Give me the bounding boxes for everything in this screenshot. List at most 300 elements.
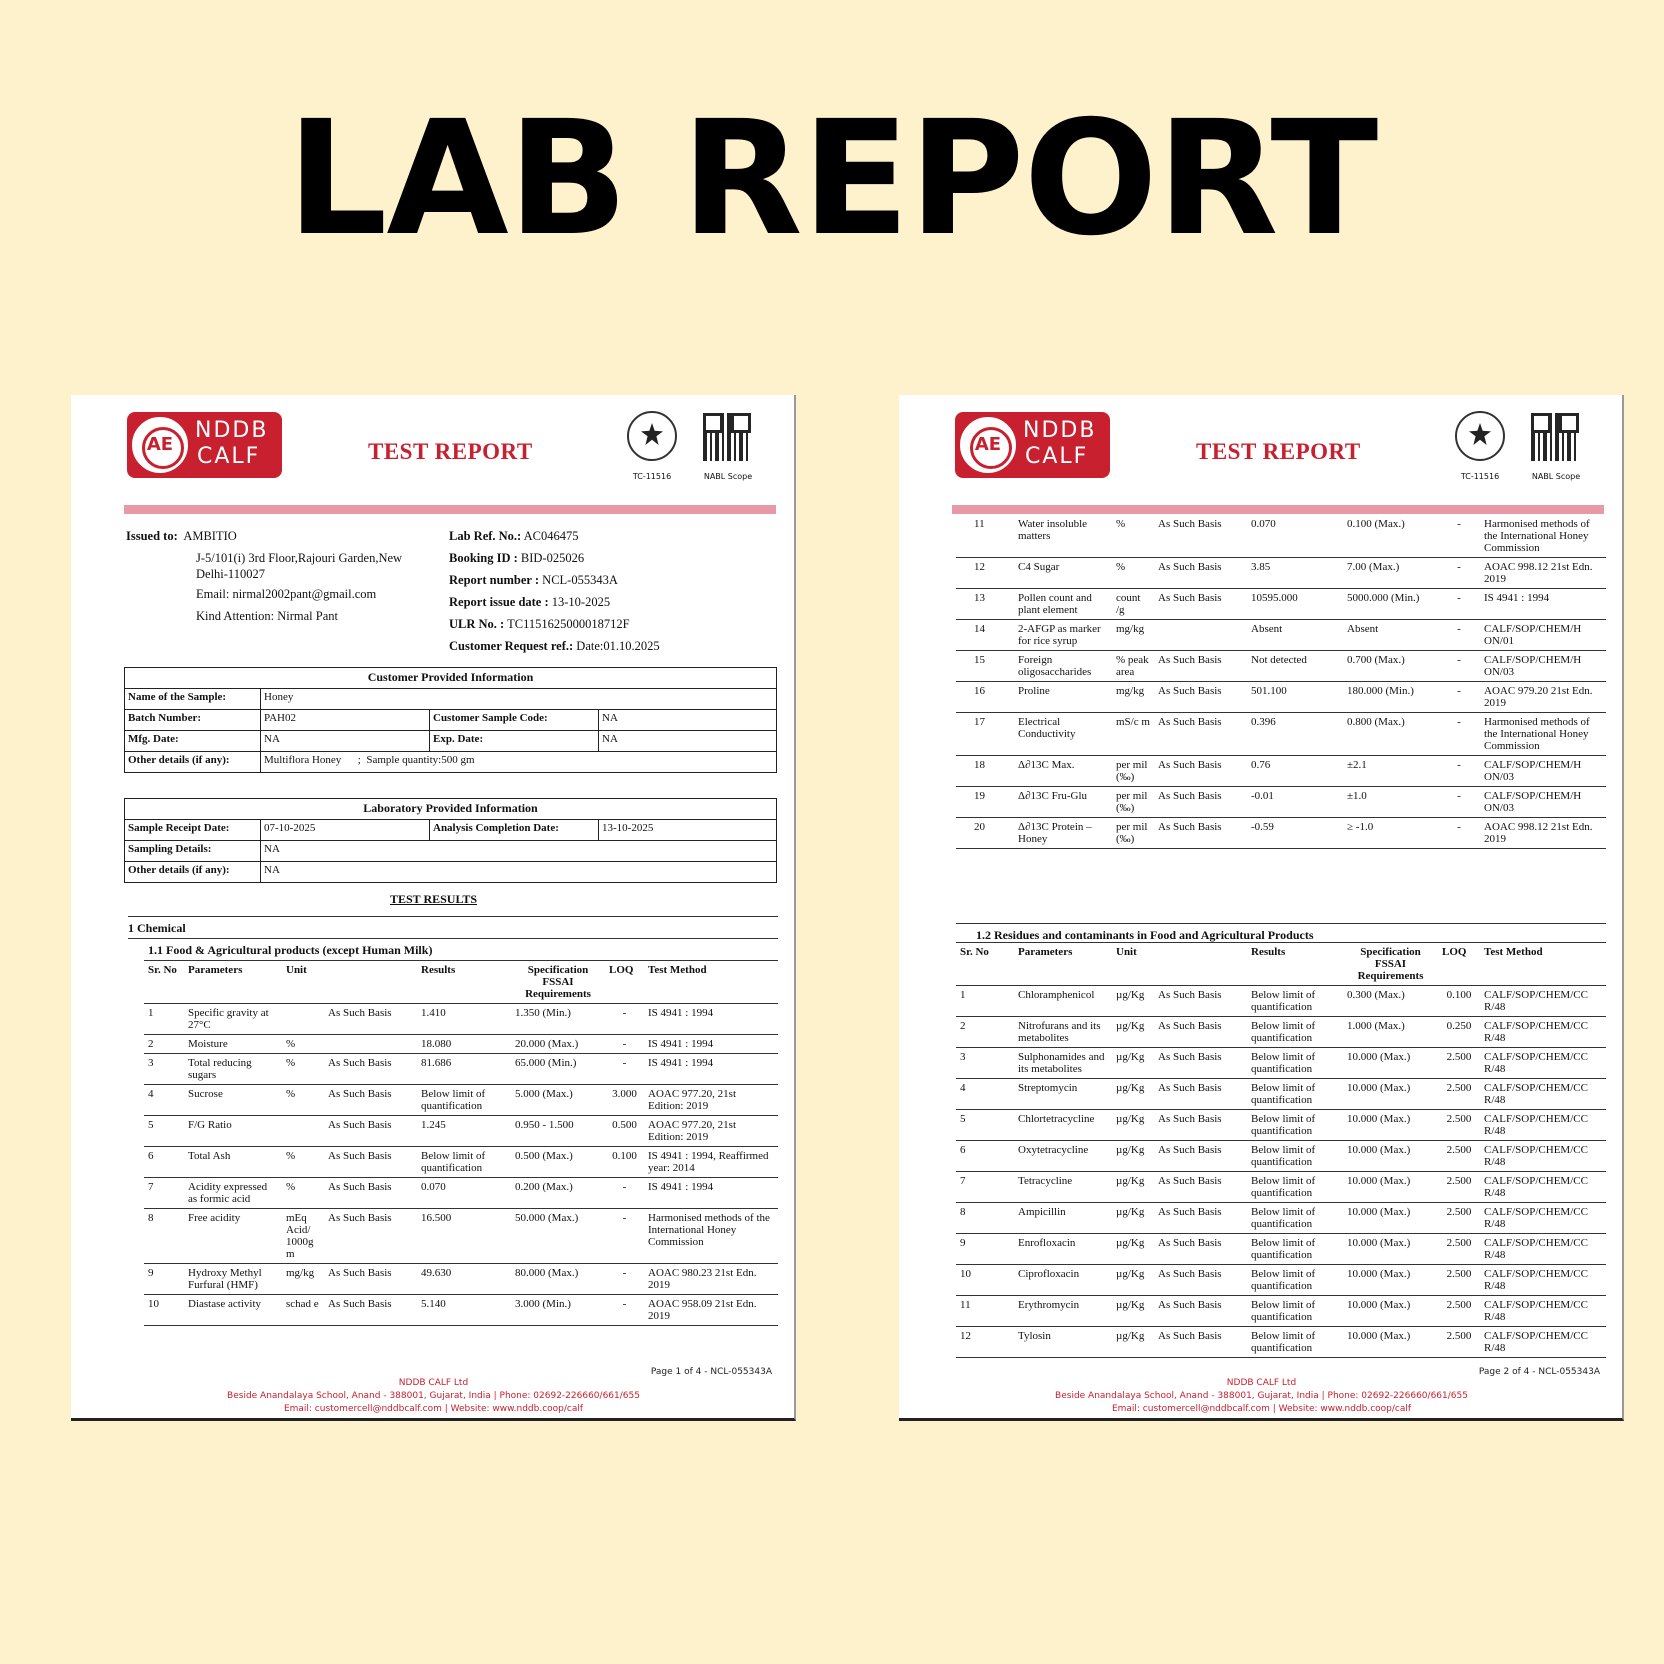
table-cell: 2.500 [1438, 1048, 1480, 1079]
table-cell: As Such Basis [1154, 713, 1247, 756]
table-cell: 0.950 - 1.500 [511, 1116, 605, 1147]
table-cell: Proline [1014, 682, 1112, 713]
table-cell: AOAC 958.09 21st Edn. 2019 [644, 1295, 778, 1326]
logo-emblem-icon: AE [958, 415, 1018, 475]
table-cell: As Such Basis [1154, 515, 1247, 558]
column-header: Specification FSSAI Requirements [1343, 943, 1438, 986]
table-cell: Streptomycin [1014, 1079, 1112, 1110]
table-cell: 9 [144, 1264, 184, 1295]
column-header: Unit [282, 961, 324, 1004]
table-row [144, 1209, 778, 1264]
table-cell: Not detected [1247, 651, 1343, 682]
table-cell: Specific gravity at 27°C [184, 1004, 282, 1035]
table-cell: 1 [144, 1004, 184, 1035]
column-header: Results [417, 961, 511, 1004]
nabl-label: TC-11516 [1460, 472, 1500, 481]
table-cell: 18 [956, 756, 1014, 787]
table-cell: Total reducing sugars [184, 1054, 282, 1085]
table-cell: 16 [956, 682, 1014, 713]
table-cell: CALF/SOP/CHEM/H ON/03 [1480, 756, 1606, 787]
table-cell: CALF/SOP/CHEM/CC R/48 [1480, 1203, 1606, 1234]
table-cell: AOAC 998.12 21st Edn. 2019 [1480, 818, 1606, 849]
column-header: LOQ [605, 961, 644, 1004]
table-cell: Pollen count and plant element [1014, 589, 1112, 620]
column-header [324, 961, 417, 1004]
table-cell [282, 1116, 324, 1147]
table-cell: As Such Basis [324, 1147, 417, 1178]
table-row [956, 1234, 1606, 1265]
table-row [956, 589, 1606, 620]
table-cell: Ciprofloxacin [1014, 1265, 1112, 1296]
table-cell: 13 [956, 589, 1014, 620]
table-cell: 2 [956, 1017, 1014, 1048]
table-row [956, 682, 1606, 713]
table-cell: - [1438, 818, 1480, 849]
table-cell: Below limit of quantification [1247, 1110, 1343, 1141]
table-row [144, 1116, 778, 1147]
column-header: Sr. No [956, 943, 1014, 986]
table-cell: 17 [956, 713, 1014, 756]
table-cell: 8 [144, 1209, 184, 1264]
table-cell: 8 [956, 1203, 1014, 1234]
table-cell: 2.500 [1438, 1141, 1480, 1172]
table-cell: - [605, 1295, 644, 1326]
table-cell: 0.070 [1247, 515, 1343, 558]
header-divider [952, 505, 1604, 514]
table-row [956, 986, 1606, 1017]
table-cell: 2.500 [1438, 1265, 1480, 1296]
table-cell: 15 [956, 651, 1014, 682]
table-cell: As Such Basis [1154, 1265, 1247, 1296]
table-cell: Free acidity [184, 1209, 282, 1264]
results-table-1 [144, 960, 778, 1326]
table-cell: Δ∂13C Protein – Honey [1014, 818, 1112, 849]
table-cell: µg/Kg [1112, 1265, 1154, 1296]
table-cell: µg/Kg [1112, 1296, 1154, 1327]
table-cell: 2.500 [1438, 1203, 1480, 1234]
table-cell: Below limit of quantification [1247, 1048, 1343, 1079]
table-cell: ±1.0 [1343, 787, 1438, 818]
table-row [956, 1079, 1606, 1110]
table-cell: - [1438, 589, 1480, 620]
table-cell: 5 [956, 1110, 1014, 1141]
table-cell: 5 [144, 1116, 184, 1147]
table-cell: 1 [956, 986, 1014, 1017]
table-cell: 11 [956, 1296, 1014, 1327]
table-cell: 12 [956, 1327, 1014, 1358]
results-table-2 [956, 515, 1606, 849]
table-cell: Absent [1247, 620, 1343, 651]
table-cell: 10.000 (Max.) [1343, 1203, 1438, 1234]
table-cell: As Such Basis [1154, 756, 1247, 787]
table-cell: Sulphonamides and its metabolites [1014, 1048, 1112, 1079]
table-cell: 1.245 [417, 1116, 511, 1147]
table-cell: Δ∂13C Max. [1014, 756, 1112, 787]
table-cell: Below limit of quantification [1247, 1327, 1343, 1358]
table-cell: 1.410 [417, 1004, 511, 1035]
table-cell: per mil (‰) [1112, 787, 1154, 818]
table-cell [282, 1004, 324, 1035]
table-row [144, 1264, 778, 1295]
report-title: TEST REPORT [368, 439, 533, 464]
table-cell: Tylosin [1014, 1327, 1112, 1358]
table-cell: 7 [144, 1178, 184, 1209]
test-results-title: TEST RESULTS [389, 892, 478, 906]
footer: NDDB CALF Ltd Beside Anandalaya School, Anand - 388001, Gujarat, India | Phone: 02692-226660/661/655 Email: customercell@nddbcalf.com | Website: www.nddb.coop/calf [1055, 1378, 1468, 1414]
table-row [956, 756, 1606, 787]
table-cell: - [605, 1209, 644, 1264]
table-cell: AOAC 998.12 21st Edn. 2019 [1480, 558, 1606, 589]
table-cell: 3 [144, 1054, 184, 1085]
report-ids-block: Lab Ref. No.: AC046475 Booking ID : BID-025026 Report number : NCL-055343A Report issue date : 13-10-2025 ULR No. : TC1151625000018712F Customer Request ref.: Date:01.10.2025 [449, 529, 660, 653]
table-cell: As Such Basis [1154, 651, 1247, 682]
table-cell: - [605, 1035, 644, 1054]
table-row [956, 1296, 1606, 1327]
section-food-agri: 1.1 Food & Agricultural products (except Human Milk) [128, 938, 778, 958]
table-cell: CALF/SOP/CHEM/CC R/48 [1480, 1079, 1606, 1110]
table-cell: Below limit of quantification [1247, 1079, 1343, 1110]
nddb-calf-logo: AE NDDB CALF [955, 412, 1110, 478]
column-header: Parameters [1014, 943, 1112, 986]
column-header: Sr. No [144, 961, 184, 1004]
table-cell: 18.080 [417, 1035, 511, 1054]
table-cell: As Such Basis [1154, 1017, 1247, 1048]
table-cell: 1.350 (Min.) [511, 1004, 605, 1035]
table-cell: 9 [956, 1234, 1014, 1265]
table-cell: AOAC 977.20, 21st Edition: 2019 [644, 1085, 778, 1116]
table-cell: Below limit of quantification [1247, 1141, 1343, 1172]
table-cell: µg/Kg [1112, 1141, 1154, 1172]
table-cell: Harmonised methods of the International Honey Commission [644, 1209, 778, 1264]
nddb-calf-logo: AE NDDB CALF [127, 412, 282, 478]
table-cell: 16.500 [417, 1209, 511, 1264]
table-cell: - [1438, 558, 1480, 589]
table-cell: ≥ -1.0 [1343, 818, 1438, 849]
table-row [956, 787, 1606, 818]
table-row [956, 515, 1606, 558]
table-cell: As Such Basis [324, 1085, 417, 1116]
column-header: Parameters [184, 961, 282, 1004]
table-cell: 20 [956, 818, 1014, 849]
table-cell: CALF/SOP/CHEM/CC R/48 [1480, 1296, 1606, 1327]
table-cell: % [282, 1035, 324, 1054]
table-cell: As Such Basis [1154, 1234, 1247, 1265]
table-cell: CALF/SOP/CHEM/CC R/48 [1480, 1141, 1606, 1172]
issued-to-block: Issued to: AMBITIO J-5/101(i) 3rd Floor,Rajouri Garden,New Delhi-110027 Email: nirmal2002pant@gmail.com Kind Attention: Nirmal Pant [126, 529, 403, 623]
table-row [956, 1048, 1606, 1079]
table-cell: 5.140 [417, 1295, 511, 1326]
table-cell: 10.000 (Max.) [1343, 1079, 1438, 1110]
column-header: LOQ [1438, 943, 1480, 986]
qr-code-icon [1531, 413, 1579, 461]
nabl-seal-icon [1455, 411, 1505, 461]
table-cell: 6 [144, 1147, 184, 1178]
table-cell: 0.200 (Max.) [511, 1178, 605, 1209]
table-cell: 10595.000 [1247, 589, 1343, 620]
table-cell: µg/Kg [1112, 1079, 1154, 1110]
table-cell: 0.300 (Max.) [1343, 986, 1438, 1017]
page-number: Page 2 of 4 - NCL-055343A [1478, 1367, 1600, 1377]
table-cell: CALF/SOP/CHEM/CC R/48 [1480, 1017, 1606, 1048]
table-cell: µg/Kg [1112, 1203, 1154, 1234]
table-cell: Below limit of quantification [1247, 1234, 1343, 1265]
report-page-1 [71, 395, 796, 1421]
table-cell: µg/Kg [1112, 1172, 1154, 1203]
column-header [1154, 943, 1247, 986]
table-cell: CALF/SOP/CHEM/H ON/03 [1480, 787, 1606, 818]
table-row [956, 713, 1606, 756]
table-cell: % [1112, 515, 1154, 558]
table-cell: 49.630 [417, 1264, 511, 1295]
table-cell: IS 4941 : 1994 [644, 1054, 778, 1085]
table-cell: 11 [956, 515, 1014, 558]
table-cell: 10.000 (Max.) [1343, 1141, 1438, 1172]
table-row [144, 1295, 778, 1326]
table-cell: 180.000 (Min.) [1343, 682, 1438, 713]
table-cell: % [282, 1147, 324, 1178]
table-cell: As Such Basis [1154, 1296, 1247, 1327]
table-row [956, 818, 1606, 849]
table-row [144, 1147, 778, 1178]
table-cell: As Such Basis [1154, 1203, 1247, 1234]
table-cell: schad e [282, 1295, 324, 1326]
table-row [144, 1004, 778, 1035]
table-cell: 0.700 (Max.) [1343, 651, 1438, 682]
table-cell: 50.000 (Max.) [511, 1209, 605, 1264]
table-cell: IS 4941 : 1994 [644, 1004, 778, 1035]
table-cell: IS 4941 : 1994, Reaffirmed year: 2014 [644, 1147, 778, 1178]
table-row [956, 620, 1606, 651]
section-residues: 1.2 Residues and contaminants in Food and Agricultural Products [956, 923, 1606, 943]
table-cell: Absent [1343, 620, 1438, 651]
table-cell: µg/Kg [1112, 1017, 1154, 1048]
table-cell: -0.01 [1247, 787, 1343, 818]
results-table-3 [956, 942, 1606, 1358]
table-cell: CALF/SOP/CHEM/CC R/48 [1480, 1172, 1606, 1203]
table-cell: 81.686 [417, 1054, 511, 1085]
table-cell: Sucrose [184, 1085, 282, 1116]
table-cell: mg/kg [282, 1264, 324, 1295]
table-cell: % [1112, 558, 1154, 589]
table-cell: Chloramphenicol [1014, 986, 1112, 1017]
table-row [144, 1054, 778, 1085]
table-row [956, 1172, 1606, 1203]
table-cell: per mil (‰) [1112, 756, 1154, 787]
table-cell: Below limit of quantification [1247, 1203, 1343, 1234]
table-cell: Total Ash [184, 1147, 282, 1178]
page-heading: LAB REPORT [286, 87, 1378, 271]
table-cell: Δ∂13C Fru-Glu [1014, 787, 1112, 818]
table-cell: Harmonised methods of the International Honey Commission [1480, 713, 1606, 756]
table-cell: 0.100 [1438, 986, 1480, 1017]
table-cell: As Such Basis [324, 1295, 417, 1326]
column-header: Test Method [644, 961, 778, 1004]
table-cell: µg/Kg [1112, 1327, 1154, 1358]
table-cell: µg/Kg [1112, 986, 1154, 1017]
table-cell: As Such Basis [324, 1264, 417, 1295]
table-cell: count /g [1112, 589, 1154, 620]
table-cell: 65.000 (Min.) [511, 1054, 605, 1085]
table-cell: µg/Kg [1112, 1110, 1154, 1141]
table-cell: 2 [144, 1035, 184, 1054]
table-cell: 10.000 (Max.) [1343, 1110, 1438, 1141]
table-cell: 3.000 (Min.) [511, 1295, 605, 1326]
table-row [956, 1017, 1606, 1048]
table-cell: 2.500 [1438, 1079, 1480, 1110]
table-cell: Below limit of quantification [1247, 1265, 1343, 1296]
table-cell: As Such Basis [1154, 787, 1247, 818]
table-row [144, 1178, 778, 1209]
table-cell: As Such Basis [324, 1116, 417, 1147]
table-cell: Enrofloxacin [1014, 1234, 1112, 1265]
table-cell: As Such Basis [1154, 1110, 1247, 1141]
table-cell: 4 [956, 1079, 1014, 1110]
table-cell: 2.500 [1438, 1110, 1480, 1141]
table-cell: - [1438, 787, 1480, 818]
table-cell: 0.800 (Max.) [1343, 713, 1438, 756]
table-cell: µg/Kg [1112, 1234, 1154, 1265]
table-cell: - [1438, 713, 1480, 756]
logo-emblem-icon: AE [130, 415, 190, 475]
table-cell: - [605, 1264, 644, 1295]
table-row [956, 1203, 1606, 1234]
table-cell: 10.000 (Max.) [1343, 1234, 1438, 1265]
table-cell: As Such Basis [1154, 1141, 1247, 1172]
table-cell: As Such Basis [1154, 558, 1247, 589]
table-cell: - [605, 1178, 644, 1209]
table-cell: Electrical Conductivity [1014, 713, 1112, 756]
table-cell: 2.500 [1438, 1172, 1480, 1203]
table-cell: 0.100 (Max.) [1343, 515, 1438, 558]
table-cell: 3.000 [605, 1085, 644, 1116]
nabl-label: TC-11516 [632, 472, 672, 481]
table-cell: 0.500 (Max.) [511, 1147, 605, 1178]
table-cell: Below limit of quantification [417, 1085, 511, 1116]
table-cell: 10.000 (Max.) [1343, 1327, 1438, 1358]
table-cell [1154, 620, 1247, 651]
table-cell: 3.85 [1247, 558, 1343, 589]
table-cell: As Such Basis [324, 1004, 417, 1035]
table-cell: - [1438, 515, 1480, 558]
table-cell: 10.000 (Max.) [1343, 1172, 1438, 1203]
table-cell: 501.100 [1247, 682, 1343, 713]
table-cell: 0.500 [605, 1116, 644, 1147]
table-cell: As Such Basis [1154, 1172, 1247, 1203]
page-number: Page 1 of 4 - NCL-055343A [650, 1367, 772, 1377]
report-title: TEST REPORT [1196, 439, 1361, 464]
table-cell: 2-AFGP as marker for rice syrup [1014, 620, 1112, 651]
table-cell: CALF/SOP/CHEM/H ON/01 [1480, 620, 1606, 651]
table-cell: 80.000 (Max.) [511, 1264, 605, 1295]
table-cell: 6 [956, 1141, 1014, 1172]
table-cell: - [1438, 620, 1480, 651]
table-cell: ±2.1 [1343, 756, 1438, 787]
table-cell: As Such Basis [1154, 1327, 1247, 1358]
table-cell: Water insoluble matters [1014, 515, 1112, 558]
table-cell: Below limit of quantification [1247, 1296, 1343, 1327]
footer: NDDB CALF Ltd Beside Anandalaya School, Anand - 388001, Gujarat, India | Phone: 02692-226660/661/655 Email: customercell@nddbcalf.com | Website: www.nddb.coop/calf [227, 1378, 640, 1414]
table-cell: As Such Basis [1154, 1079, 1247, 1110]
table-cell: 5.000 (Max.) [511, 1085, 605, 1116]
table-cell: - [1438, 651, 1480, 682]
table-cell: mg/kg [1112, 682, 1154, 713]
qr-code-icon [703, 413, 751, 461]
table-cell: mEq Acid/ 1000g m [282, 1209, 324, 1264]
table-cell: AOAC 979.20 21st Edn. 2019 [1480, 682, 1606, 713]
table-row [144, 1035, 778, 1054]
table-cell: IS 4941 : 1994 [644, 1178, 778, 1209]
table-cell: IS 4941 : 1994 [644, 1035, 778, 1054]
table-cell: Oxytetracycline [1014, 1141, 1112, 1172]
column-header: Specification FSSAI Requirements [511, 961, 605, 1004]
table-cell: 14 [956, 620, 1014, 651]
table-cell: 2.500 [1438, 1296, 1480, 1327]
table-cell: F/G Ratio [184, 1116, 282, 1147]
table-cell: -0.59 [1247, 818, 1343, 849]
table-cell: CALF/SOP/CHEM/CC R/48 [1480, 1327, 1606, 1358]
table-cell: As Such Basis [1154, 682, 1247, 713]
table-cell: Hydroxy Methyl Furfural (HMF) [184, 1264, 282, 1295]
table-cell: 2.500 [1438, 1327, 1480, 1358]
table-cell: % [282, 1054, 324, 1085]
table-cell: Below limit of quantification [1247, 986, 1343, 1017]
table-cell: mg/kg [1112, 620, 1154, 651]
section-chemical: 1 Chemical [128, 916, 778, 936]
table-cell: As Such Basis [324, 1054, 417, 1085]
table-cell: As Such Basis [1154, 986, 1247, 1017]
table-cell: 1.000 (Max.) [1343, 1017, 1438, 1048]
table-cell: 10 [144, 1295, 184, 1326]
table-row [956, 651, 1606, 682]
column-header: Test Method [1480, 943, 1606, 986]
table-cell: % peak area [1112, 651, 1154, 682]
table-cell: AOAC 977.20, 21st Edition: 2019 [644, 1116, 778, 1147]
nabl-seal-icon [627, 411, 677, 461]
table-cell: 7 [956, 1172, 1014, 1203]
table-cell: Ampicillin [1014, 1203, 1112, 1234]
table-cell: Below limit of quantification [417, 1147, 511, 1178]
table-cell [324, 1035, 417, 1054]
table-cell: AOAC 980.23 21st Edn. 2019 [644, 1264, 778, 1295]
table-row [956, 1265, 1606, 1296]
header-divider [124, 505, 776, 514]
table-cell: Moisture [184, 1035, 282, 1054]
table-row [956, 1141, 1606, 1172]
table-cell: Chlortetracycline [1014, 1110, 1112, 1141]
table-cell: 0.76 [1247, 756, 1343, 787]
table-cell: CALF/SOP/CHEM/CC R/48 [1480, 986, 1606, 1017]
table-row [956, 1110, 1606, 1141]
table-cell: % [282, 1085, 324, 1116]
table-cell: % [282, 1178, 324, 1209]
table-cell: per mil (‰) [1112, 818, 1154, 849]
column-header: Results [1247, 943, 1343, 986]
table-cell: 2.500 [1438, 1234, 1480, 1265]
table-cell: 20.000 (Max.) [511, 1035, 605, 1054]
table-cell: CALF/SOP/CHEM/CC R/48 [1480, 1234, 1606, 1265]
table-cell: As Such Basis [1154, 1048, 1247, 1079]
table-cell: As Such Basis [324, 1209, 417, 1264]
table-cell: - [1438, 682, 1480, 713]
lab-info-table: Laboratory Provided Information Sample Receipt Date: 07-10-2025 Analysis Completion Date: 13-10-2025 Sampling Details: NA Other details (if any): NA [124, 798, 777, 883]
table-cell: 10.000 (Max.) [1343, 1048, 1438, 1079]
table-cell: 10.000 (Max.) [1343, 1265, 1438, 1296]
table-cell: mS/c m [1112, 713, 1154, 756]
table-cell: Acidity expressed as formic acid [184, 1178, 282, 1209]
table-cell: - [1438, 756, 1480, 787]
table-cell: 0.070 [417, 1178, 511, 1209]
table-cell: 10 [956, 1265, 1014, 1296]
